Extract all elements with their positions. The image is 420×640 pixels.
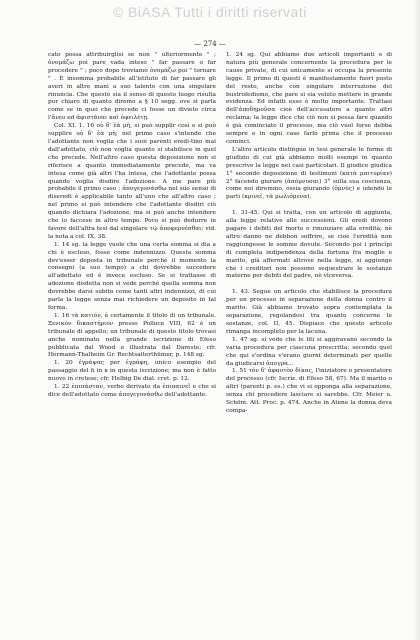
copyright-icon: © (113, 4, 124, 20)
right-column (226, 52, 392, 416)
paragraph: cato possa attribuirglisi se non " ulteriormente " ; ὀνομάζω poi pare vada inteso " far passare o far procedere " ; poco dopo troviamo ὀνομάζω poi " tornare " . È insomma probabile all'istituto di far passare gli averi in altre mani a suo talento con una singolare rinuncia. Che questo sia il senso di questo luogo risulta pur chiaro di quanto diremo a § 10 segg. ove si parla come se in quei che precede ci fosse un divieto circa l'ἄνευ ed ἀφιστάναι καὶ ὀφειλέτῃ. (48, 52, 216, 122)
paragraph: Col. XI. 1. 16 οὐ δ' ἐὰ μὴ, si può supplir così e si può supplire οὐ δ' ἐὰ μὴ; nel primo caso s'intende che l'adottante non voglia che i suoi parenti eredi-tino mai dall'adottato, ciò non voglia quanto si stabilisce in quel che precede. Nell'altro caso questa deposizione non si riferisce a quanto immediatamente precede, ma va intesa come già altri l'ha intesa, che l'adottante possa quando voglia disdire l'adozione. A me pare più probabile il primo caso ; ἀπογεγονάσθω nel suo senso di diseredi è applicabile tanto all'uno che all'altro caso ; nel primo si può intendere che l'adottante disdiri ciò quando dichiara l'adozione, ma si può anche intendere che lo faccese in altro tempo. Poco si può dedurre in favore dell'altra tesi dal singolare τῷ ἀποφερνέσθαι; vid. la nota a col. IX. 38. (48, 123, 216, 240)
spacer (226, 202, 392, 210)
paragraph: 1. 14 sg. la legge vuole che una certa somma si dia a chi è escluso, fosse come indennizzo. Questa somma dev'esser deposta in tribunale perché il momento la consegni (a suo tempo) a chi dovrebbe succedere all'adottato ed è invece escluso. Se si trattasse di adozione disdetta non si vede perché quella somma non dovrebbe darsi subito come tanti altri indennizzi, di cui parla la legge senza mai richiedere un deposito in tal forma. (48, 241, 216, 311)
paragraph: 1. 51 τὸν δ' ἀφαυτὸν δίκας, l'iniziatore o presentatore del processo (cfr. Iscriz. di Efeso 58, 67). Ma il marito o altri (parenti p. es.) che vi si opponga alla separazione, senza chi procedere lasciare si sarebbe. Cfr. Meier u. Schöm. Att. Proc. p. 474. Anche in Atene la donna deva compa- (226, 368, 392, 414)
paragraph: 1. 31-45. Qui si tratta, con un articolo di aggiunta, alla legge relative alle successioni. Gli eredi dovono pagare i debiti del morto o rinunziare alla eredità; nè altro danno ne debbon soffrire, se cioè l'eredità non raggiungesse le somme dovute. Secondo poi i princìpi di completa indipendenza della fortuna fra moglie e marito, già affermati altrove nella legge, si aggiunge che i creditori non possono sequestrare le sostanze materne per debiti del padre, nè viceversa. (226, 210, 392, 280)
page-number: — 274 — (194, 40, 226, 48)
paragraph: 1. 43. Segue un articolo che stabilisce la procedura per un processo in separazione della donna contro il marito. Già abbiamo trovato sopra contemplata la separazione, regolandosi tra quanto concerne le sostanze, col. II, 45. Dispiace che questo articolo rimanga incompleto per la lacuna. (226, 289, 392, 335)
paragraph: 1. 22 ἐπιπάσταν, verbo derivato da ἐπιπαινεῖ e che si dice dell'adottato come ἀπογεγονάσθω dell'adottante. (48, 384, 216, 398)
spacer (226, 281, 392, 289)
paragraph: 1. 16 τὰ κατιόν, è certamente il titolo di un tribunale. Ξενικὸν δικαστήριον presso Polluce VIII, 62 è un tribunale di appello; un tribunale di questo titolo trovasi anche nominato nella grande iscrizione di Efeso pubblicata dal Wood e illustrata dal Dareste; cfr. Hermann-Thalheim Gr. Rechtsalterthümer, p. 148 sg. (48, 312, 216, 359)
paragraph: 1. 47 sg. si vede che le liti si aggiravano secondo la varia procedura per ciascuna prescritta; secondo quel che qui s'ordina v'erano giorni determinati per quelle da giudicarsi ἀπογρα... (226, 336, 392, 367)
watermark-text: BiASA Tutti i diritti riservati (127, 4, 307, 20)
paragraph: 1. 20 ἐγράψας per ἐγράφη, unico esempio del passaggio del ɦ in ᴇ in questa iscrizione; ma non è fatto nuovo in cretese; cfr. Helbig De dial. cret. p. 12. (48, 360, 216, 383)
paragraph: L'altro articolo distingue in tesi generale le forme di giudizio di cui già abbiamo molti esempi in quanto prescrive la legge nei casi particolari. Il giudice giudica 1° secondo deposizione di testimoni (κατὰ μαιτυρίαν) 2° facendo giurare (ἀπόμνυσαι) 3° sulla sua coscienza, come noi diremmo, ossia giurando (ὀμνύς) e udendo le parti (κρινεῖ, τὰ μωλιόμενα). (226, 146, 392, 201)
paragraph: 1. 24 sg. Qui abbiamo due articoli importanti e di natura più generale concernente la procedura per le cause private, di cui unicamente si occupa la presente legge. Il primo di questi è manifestamente fuori posto del resto, anche con singolare interruzione del bustrofedismo, che pare si sia voluto mettere in grande evidenza. Ed infatti esso è molto importante. Trattasi dell'ἀποδημοῦσα cioè dell'accusatore a quanto altri reclama; la legge dice che ciò non si possa fare quando è già cominciato il processo, ma ciò vuol forse debba sempre e in ogni caso farlo prima che il processo cominci. (226, 52, 392, 145)
watermark (0, 0, 420, 24)
left-column (48, 52, 216, 400)
page-edge (414, 0, 420, 640)
